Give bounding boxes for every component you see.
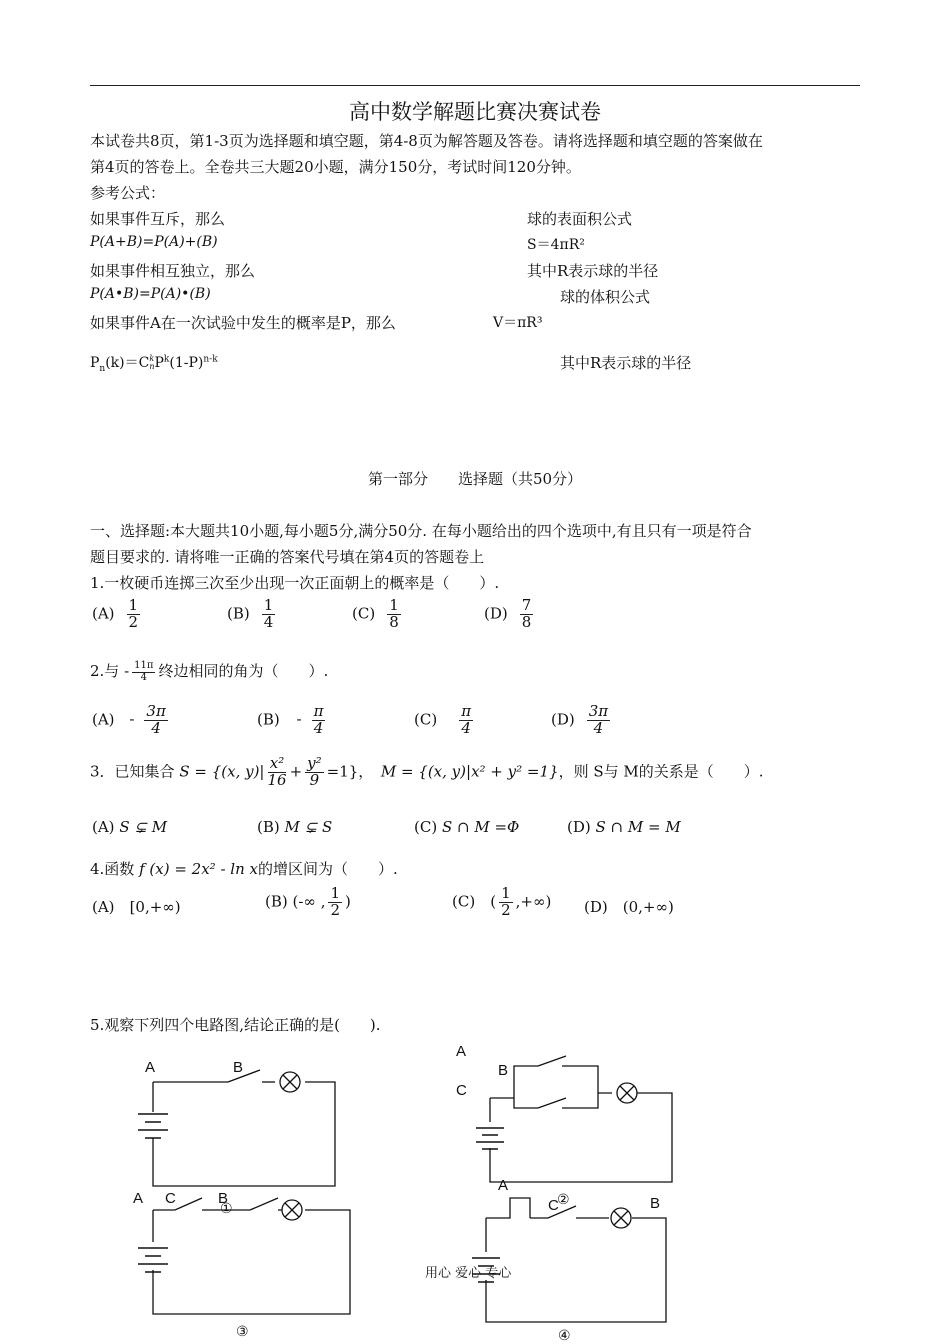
q2-option-c: (C) $\frac{\pi}{4}$: [414, 702, 472, 737]
q1-option-c: (C) $\frac{1}{8}$: [352, 596, 399, 631]
q1-option-b: (B) $\frac{1}{4}$: [227, 596, 274, 631]
formula-left-5: 如果事件A在一次试验中发生的概率是P，那么: [90, 314, 396, 332]
c1-label-a: A: [145, 1059, 156, 1076]
q2-option-a: (A) - $\frac{3\pi}{4}$: [92, 702, 166, 737]
q5-stem: 5.观察下列四个电路图,结论正确的是( ).: [90, 1016, 381, 1034]
top-rule: [90, 85, 860, 86]
q3-option-b: (B) M ⊊ S: [257, 818, 333, 836]
c1-tag: ①: [220, 1201, 233, 1217]
intro-line-2: 第4页的答卷上。全卷共三大题20小题，满分150分，考试时间120分钟。: [90, 158, 581, 176]
q3-option-c: (C) S ∩ M =Φ: [414, 818, 520, 836]
section-instruction-2: 题目要求的. 请将唯一正确的答案代号填在第4页的答题卷上: [90, 548, 485, 566]
q1-option-a: (A) $\frac{1}{2}$: [92, 596, 139, 631]
c4-label-c: C: [548, 1197, 559, 1214]
q4-option-b: (B) (-∞ , $\frac{1}{2}$ ): [265, 884, 351, 919]
c3-label-b: B: [218, 1190, 229, 1207]
q2-option-d: (D) $\frac{3\pi}{4}$: [551, 702, 609, 737]
q4-option-d: (D) (0,+∞): [584, 898, 674, 916]
c4-tag: ④: [558, 1328, 571, 1344]
q1-option-d: (D) $\frac{7}{8}$: [484, 596, 532, 631]
formula-left-4: P(A•B)=P(A)•(B): [90, 286, 211, 302]
formula-right-4: 球的体积公式: [560, 288, 651, 306]
formula-right-6: 其中R表示球的半径: [560, 354, 692, 372]
q4-option-c: (C) ( $\frac{1}{2}$ ,+∞): [452, 884, 552, 919]
q3-option-d: (D) S ∩ M = M: [567, 818, 681, 836]
q3-stem: 3．已知集合 S = {(x, y)| $\frac{\text{x²}}{16}$ + $\frac{\text{y²}}{9}$ =1}， M = {(x, y)|x² + y² =1}，则 S与 M的关系是（ ）.: [90, 754, 764, 789]
q4-option-a: (A) [0,+∞): [92, 898, 181, 916]
c3-label-a: A: [133, 1190, 144, 1207]
battery-icon: [476, 1128, 504, 1149]
part-one-heading: 第一部分 选择题（共50分）: [367, 470, 583, 488]
circuit-3: [138, 1198, 350, 1314]
c2-label-b: B: [498, 1062, 509, 1079]
q1-stem: 1.一枚硬币连掷三次至少出现一次正面朝上的概率是（ ）.: [90, 574, 500, 592]
q3-option-a: (A) S ⊊ M: [92, 818, 168, 836]
circuit-diagrams: [0, 1030, 950, 1344]
formula-left-3: 如果事件相互独立，那么: [90, 262, 256, 280]
c2-tag: ②: [557, 1192, 570, 1208]
formula-right-3: 其中R表示球的半径: [527, 262, 659, 280]
c4-label-b: B: [650, 1195, 661, 1212]
c1-label-b: B: [233, 1059, 244, 1076]
formula-left-2: P(A+B)=P(A)+(B): [90, 234, 218, 250]
formula-left-6: $P_n(k)=C$ k n $P^k(1-P)^{n-k}$: [90, 354, 218, 374]
reference-label: 参考公式：: [90, 184, 166, 202]
c3-tag: ③: [236, 1324, 249, 1340]
page-footer: 用心 爱心 专心: [425, 1266, 512, 1281]
circuit-4: [472, 1198, 666, 1322]
c4-label-a: A: [498, 1177, 509, 1194]
formula-right-5: V＝πR³: [493, 315, 543, 331]
paper-title: 高中数学解题比赛决赛试卷: [349, 100, 601, 124]
q4-stem: 4.函数 f (x) = 2x² - ln x的增区间为（ ）.: [90, 860, 398, 878]
q2-stem: 2.与 - $\frac{11\pi}{4}$ 终边相同的角为（ ）.: [90, 660, 329, 683]
formula-left-1: 如果事件互斥，那么: [90, 210, 226, 228]
battery-icon: [138, 1248, 168, 1272]
c3-label-c: C: [165, 1190, 176, 1207]
section-instruction-1: 一、选择题:本大题共10小题,每小题5分,满分50分. 在每小题给出的四个选项中,有且只有一项是符合: [90, 522, 752, 540]
battery-icon: [138, 1114, 168, 1138]
circuit-1: [138, 1070, 335, 1186]
formula-right-1: 球的表面积公式: [527, 210, 633, 228]
c2-label-c: C: [456, 1082, 467, 1099]
intro-line-1: 本试卷共8页，第1-3页为选择题和填空题，第4-8页为解答题及答卷。请将选择题和填空题的答案做在: [90, 132, 763, 150]
formula-right-2: S＝4πR²: [527, 237, 585, 253]
q2-option-b: (B) - $\frac{\pi}{4}$: [257, 702, 324, 737]
c2-label-a: A: [456, 1043, 467, 1060]
